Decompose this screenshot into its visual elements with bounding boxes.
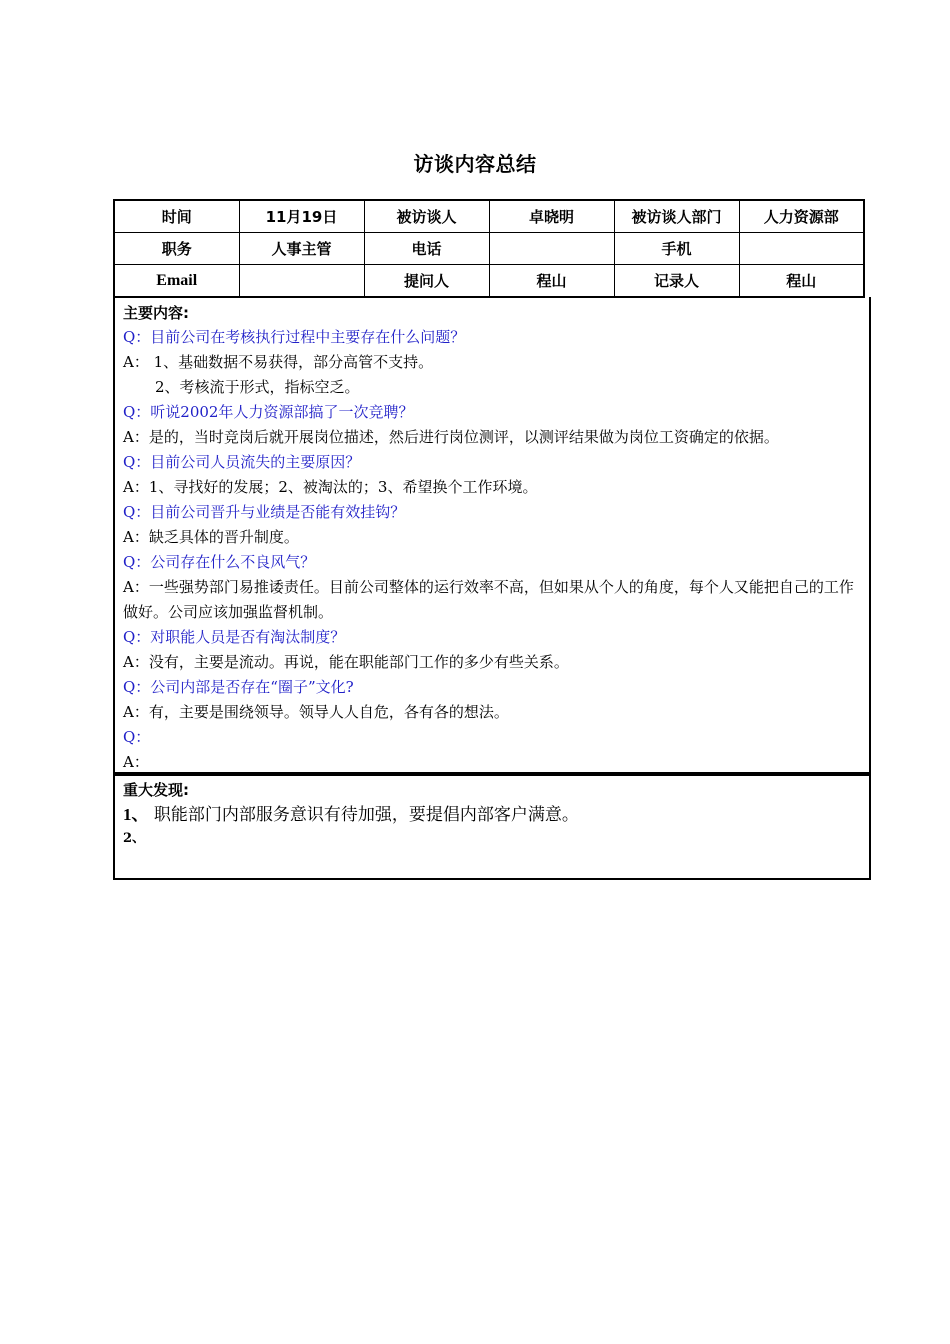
question-line: Q：目前公司人员流失的主要原因？ (123, 453, 361, 471)
question-line: Q：公司内部是否存在“圈子”文化? (123, 678, 354, 696)
answer-line: A：1、寻找好的发展；2、被淘汰的；3、希望换个工作环境。 (123, 478, 538, 496)
finding-item-2: 2、 (123, 831, 146, 846)
time-value: 11月19日 (239, 200, 364, 233)
answer-line: A：有，主要是围绕领导。领导人人自危，各有各的想法。 (123, 703, 509, 721)
phone-value (489, 233, 614, 265)
interviewee-value: 卓晓明 (489, 200, 614, 233)
position-value: 人事主管 (239, 233, 364, 265)
info-row-1 (114, 200, 864, 233)
answer-line: A：缺乏具体的晋升制度。 (123, 528, 299, 546)
questioner-value: 程山 (489, 265, 614, 298)
answer-line: A： 1、基础数据不易获得，部分高管不支持。 (123, 353, 434, 371)
question-line: Q：听说2002年人力资源部搞了一次竞聘？ (123, 403, 414, 421)
findings-section (113, 772, 871, 880)
question-line: Q：对职能人员是否有淘汰制度？ (123, 628, 346, 646)
answer-line: 2、考核流于形式，指标空乏。 (155, 378, 360, 396)
main-content-section (113, 297, 871, 776)
main-content-label: 主要内容: (123, 304, 189, 322)
answer-line: A：是的，当时竞岗后就开展岗位描述，然后进行岗位测评，以测评结果做为岗位工资确定的依据。 (123, 428, 779, 446)
qa-list (123, 325, 869, 775)
info-row-3 (114, 265, 864, 298)
position-label: 职务 (114, 233, 239, 265)
finding-1-number: 1、 (123, 805, 149, 824)
questioner-label: 提问人 (364, 265, 489, 298)
mobile-label: 手机 (614, 233, 739, 265)
finding-item-1 (123, 802, 869, 828)
interview-info-table (113, 199, 865, 298)
question-line: Q： (123, 728, 151, 746)
answer-line: A：一些强势部门易推诿责任。目前公司整体的运行效率不高，但如果从个人的角度，每个人又能把自己的工作做好。公司应该加强监督机制。 (123, 578, 854, 621)
interviewee-label: 被访谈人 (364, 200, 489, 233)
question-line: Q：目前公司晋升与业绩是否能有效挂钩？ (123, 503, 406, 521)
answer-line: A： (123, 753, 149, 771)
department-value: 人力资源部 (739, 200, 864, 233)
question-line: Q：公司存在什么不良风气？ (123, 553, 316, 571)
recorder-label: 记录人 (614, 265, 739, 298)
email-value (239, 265, 364, 298)
findings-label: 重大发现: (123, 781, 189, 799)
page-title: 访谈内容总结 (413, 152, 537, 176)
department-label: 被访谈人部门 (614, 200, 739, 233)
email-label: Email (114, 265, 239, 298)
recorder-value: 程山 (739, 265, 864, 298)
phone-label: 电话 (364, 233, 489, 265)
question-line: Q：目前公司在考核执行过程中主要存在什么问题？ (123, 328, 466, 346)
mobile-value (739, 233, 864, 265)
info-row-2 (114, 233, 864, 265)
finding-1-text: 职能部门内部服务意识有待加强，要提倡内部客户满意。 (148, 805, 579, 825)
time-label: 时间 (114, 200, 239, 233)
answer-line: A：没有，主要是流动。再说，能在职能部门工作的多少有些关系。 (123, 653, 569, 671)
